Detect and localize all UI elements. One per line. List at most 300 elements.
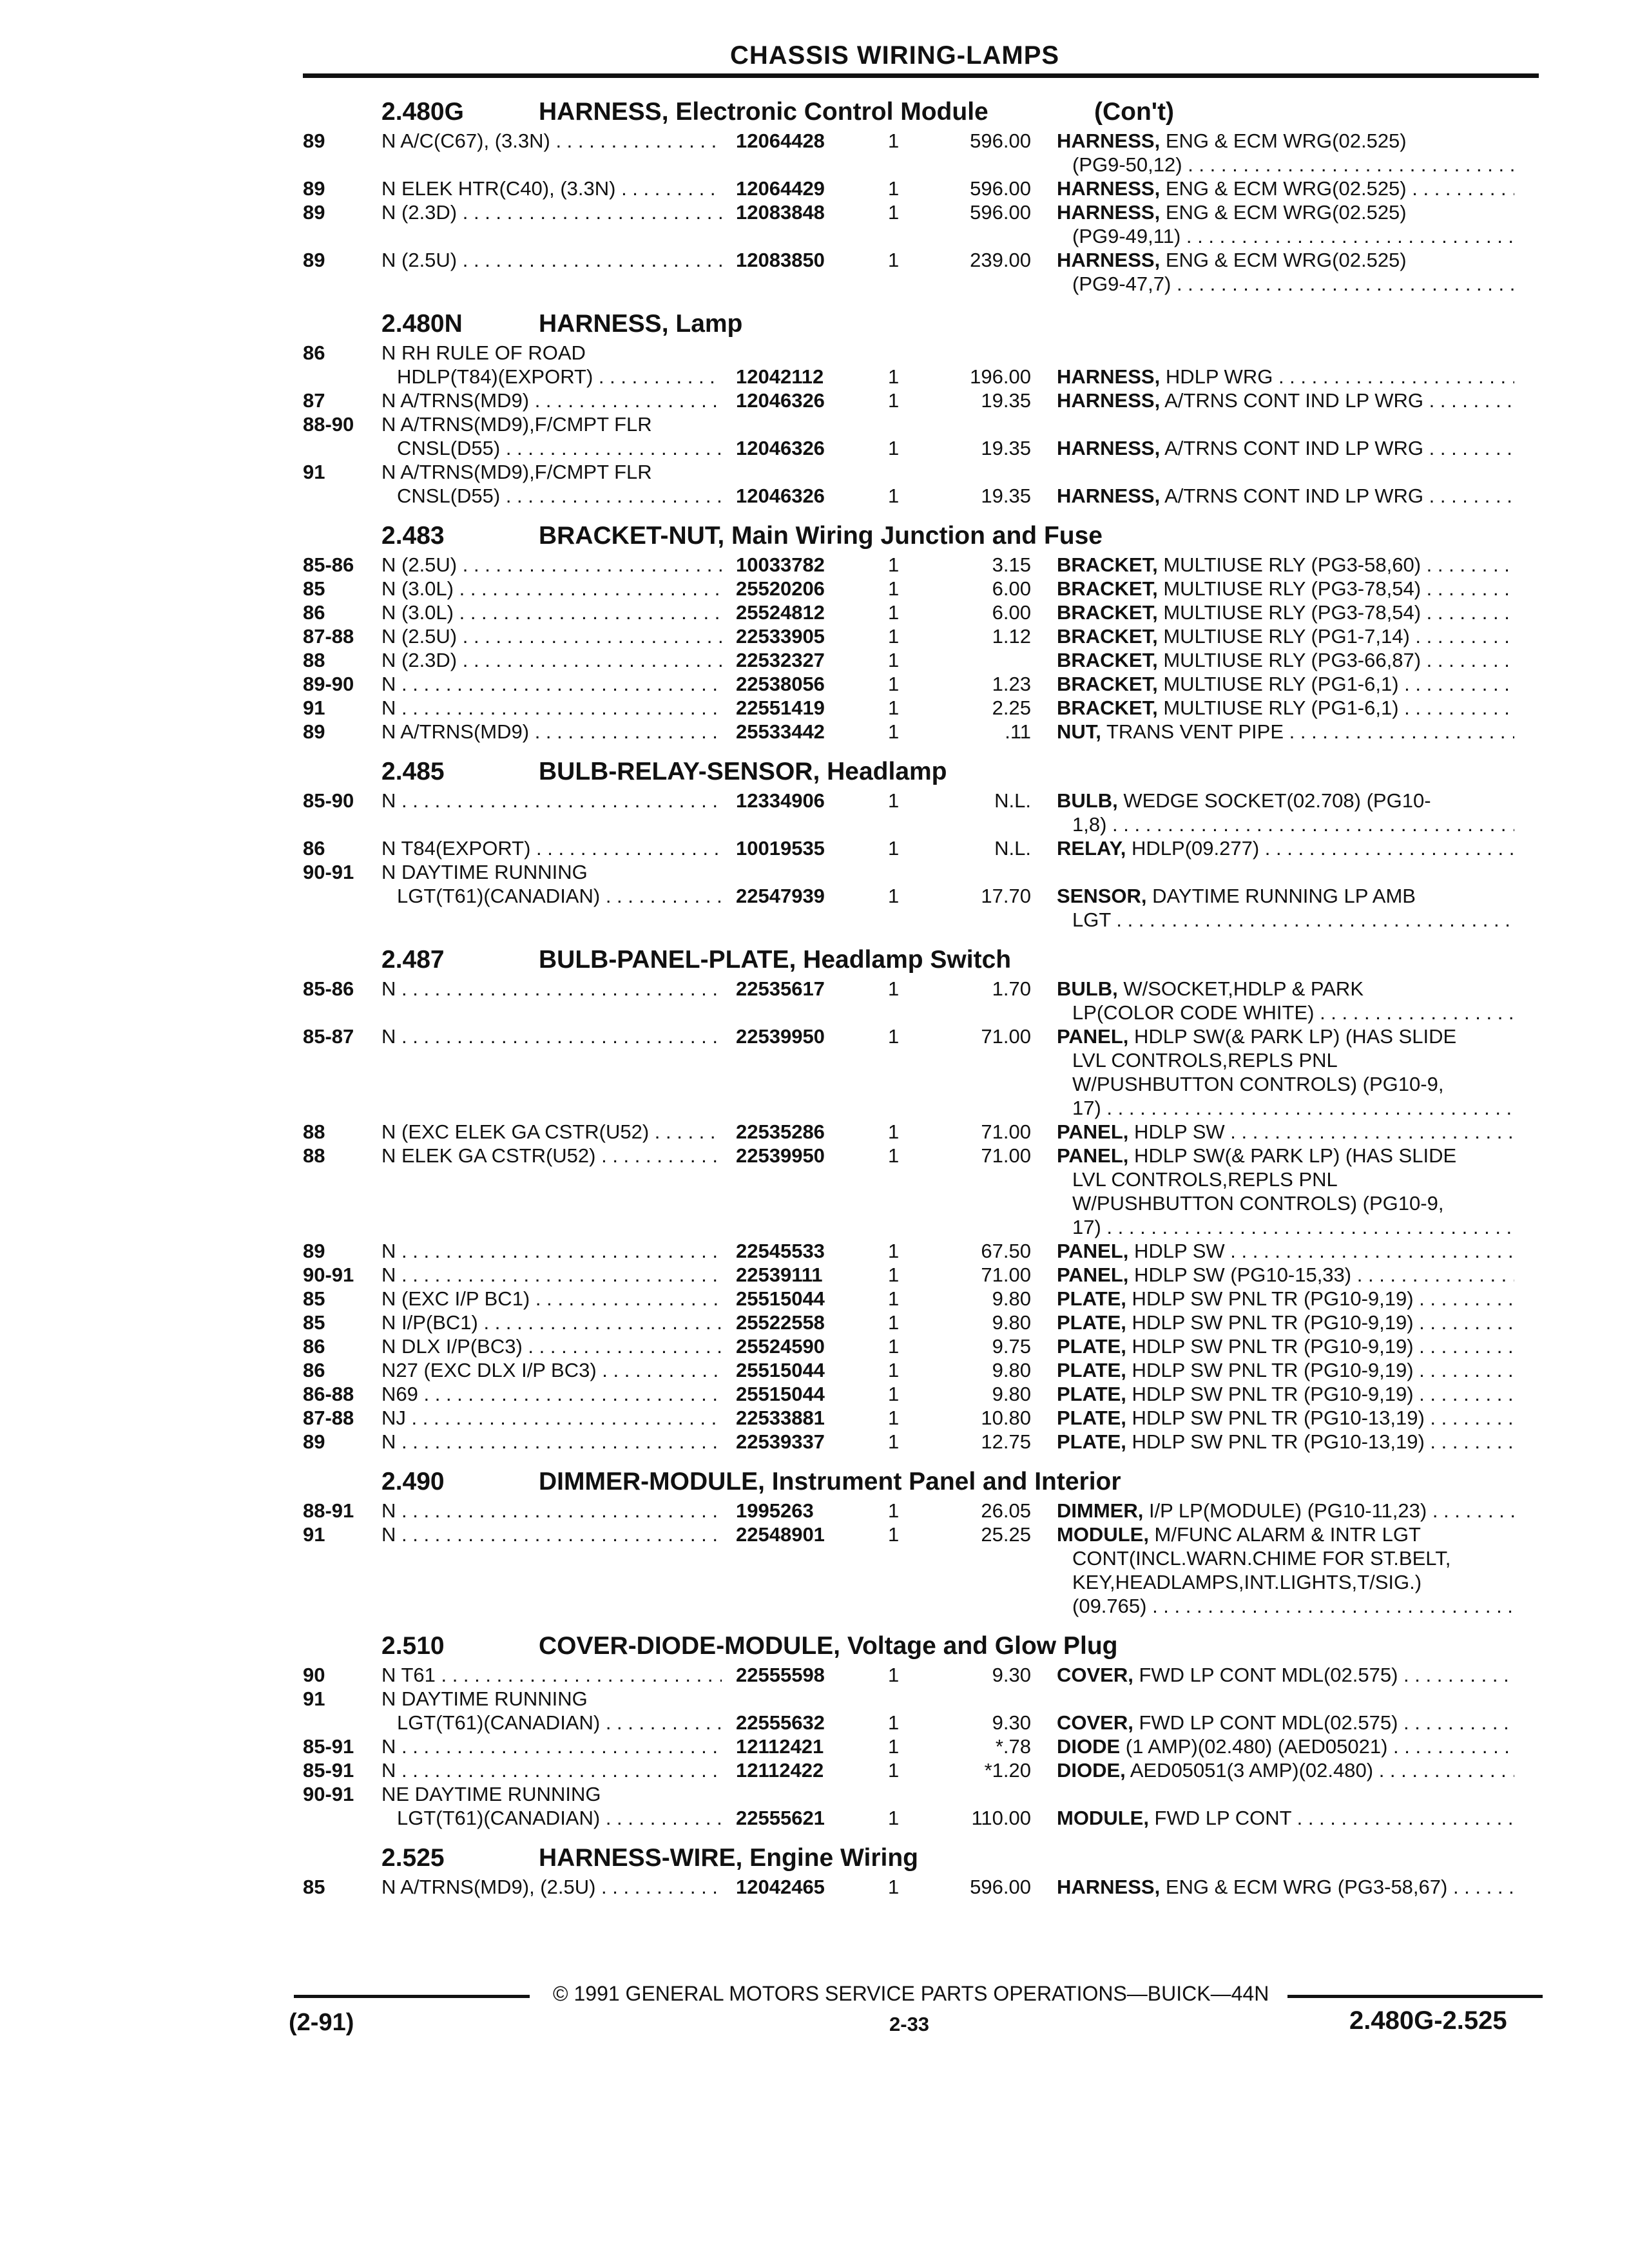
reference-description <box>1057 1334 1514 1358</box>
parts-row <box>0 1024 1629 1048</box>
model-years: 86 <box>303 1359 325 1381</box>
parts-row-continued <box>0 1546 1629 1570</box>
usage-text: N (3.0L) . . . <box>381 601 722 624</box>
list-price: 9.80 <box>992 1311 1031 1334</box>
part-number: 12064428 <box>736 130 825 152</box>
reference-text: FWD LP CONT MDL(02.575) . . . <box>1133 1711 1514 1734</box>
usage-text: LGT(T61)(CANADIAN) . . . <box>397 885 722 907</box>
usage-description <box>381 1334 722 1358</box>
list-price: 596.00 <box>970 130 1031 152</box>
usage-text: N DAYTIME RUNNING <box>381 861 588 883</box>
usage-description <box>381 341 768 365</box>
model-years: 85 <box>303 1287 325 1310</box>
part-number: 25515044 <box>736 1359 825 1381</box>
footer-copyright: © 1991 GENERAL MOTORS SERVICE PARTS OPERATIONS—BUICK—44N <box>553 1982 1269 2005</box>
part-number: 12112421 <box>736 1735 824 1758</box>
usage-description <box>397 1806 722 1830</box>
list-price: 19.35 <box>981 437 1031 459</box>
reference-keyword: BRACKET, <box>1057 649 1158 671</box>
model-years: 91 <box>303 1687 325 1710</box>
usage-text: N . . . <box>381 1240 722 1262</box>
list-price: 9.80 <box>992 1287 1031 1310</box>
quantity: 1 <box>888 1523 900 1546</box>
parts-row-continued <box>0 1806 1629 1830</box>
usage-text: N69 . . . <box>381 1383 722 1405</box>
usage-description <box>381 248 722 272</box>
model-years: 85-87 <box>303 1025 354 1048</box>
footer-section-range: 2.480G-2.525 <box>1349 2006 1507 2035</box>
reference-description <box>1057 1875 1514 1899</box>
section-number: 2.487 <box>381 946 445 974</box>
reference-continued <box>1072 272 1514 296</box>
model-years: 88-91 <box>303 1499 354 1522</box>
parts-row <box>0 1311 1629 1334</box>
reference-description <box>1057 648 1514 672</box>
quantity: 1 <box>888 697 900 719</box>
parts-row-continued <box>0 1001 1629 1024</box>
reference-text: HDLP SW(& PARK LP) (HAS SLIDE <box>1128 1144 1457 1167</box>
quantity: 1 <box>888 201 900 224</box>
list-price: *1.20 <box>984 1759 1031 1782</box>
quantity: 1 <box>888 1383 900 1405</box>
section-title: HARNESS, Electronic Control Module <box>539 98 988 126</box>
usage-text: LGT(T61)(CANADIAN) . . . <box>397 1807 722 1829</box>
reference-text: HDLP SW(& PARK LP) (HAS SLIDE <box>1128 1025 1457 1048</box>
usage-description <box>381 1358 722 1382</box>
reference-continued <box>1072 1546 1549 1570</box>
quantity: 1 <box>888 577 900 600</box>
list-price: 9.30 <box>992 1711 1031 1734</box>
model-years: 89 <box>303 1240 325 1262</box>
section-spacer <box>0 508 1629 517</box>
parts-row <box>0 1406 1629 1430</box>
reference-keyword: PANEL, <box>1057 1240 1129 1262</box>
reference-description <box>1057 436 1514 460</box>
list-price: N.L. <box>994 837 1031 860</box>
usage-description <box>397 365 722 389</box>
reference-keyword: BRACKET, <box>1057 553 1158 576</box>
usage-description <box>381 1430 722 1454</box>
reference-description <box>1057 672 1514 696</box>
quantity: 1 <box>888 649 900 671</box>
part-number: 22547939 <box>736 885 825 907</box>
reference-keyword: HARNESS, <box>1057 177 1161 200</box>
reference-keyword: PLATE, <box>1057 1335 1126 1358</box>
reference-continued <box>1072 1215 1514 1239</box>
reference-text: DAYTIME RUNNING LP AMB <box>1146 885 1416 907</box>
usage-text: N DLX I/P(BC3) . . . <box>381 1335 722 1358</box>
section-heading <box>0 755 1629 789</box>
usage-text: N RH RULE OF ROAD <box>381 341 586 364</box>
part-number: 22539337 <box>736 1430 825 1453</box>
part-number: 12083848 <box>736 201 825 224</box>
reference-text: HDLP SW PNL TR (PG10-9,19) . . . <box>1126 1359 1514 1381</box>
model-years: 91 <box>303 461 325 483</box>
section-spacer <box>0 932 1629 941</box>
list-price: 3.15 <box>992 553 1031 576</box>
quantity: 1 <box>888 130 900 152</box>
usage-text: N A/TRNS(MD9),F/CMPT FLR <box>381 461 652 483</box>
reference-text: MULTIUSE RLY (PG1-7,14) . . . <box>1158 625 1514 648</box>
list-price: 239.00 <box>970 249 1031 271</box>
parts-row <box>0 129 1629 153</box>
parts-row <box>0 1875 1629 1899</box>
part-number: 12064429 <box>736 177 825 200</box>
reference-continued <box>1072 1168 1549 1191</box>
reference-description <box>1057 1523 1534 1546</box>
usage-description <box>381 1875 722 1899</box>
model-years: 88 <box>303 1144 325 1167</box>
parts-row <box>0 1735 1629 1758</box>
usage-description <box>381 672 722 696</box>
reference-keyword: PANEL, <box>1057 1144 1129 1167</box>
quantity: 1 <box>888 837 900 860</box>
reference-continued <box>1072 1594 1514 1618</box>
model-years: 85-90 <box>303 789 354 812</box>
parts-row <box>0 648 1629 672</box>
quantity: 1 <box>888 885 900 907</box>
reference-keyword: RELAY, <box>1057 837 1126 860</box>
usage-description <box>397 436 722 460</box>
reference-text: HDLP SW . . . <box>1128 1120 1514 1143</box>
parts-row-continued <box>0 812 1629 836</box>
usage-description <box>381 1406 722 1430</box>
section-heading <box>0 1629 1629 1663</box>
quantity: 1 <box>888 625 900 648</box>
reference-description <box>1057 601 1514 624</box>
reference-description <box>1057 1311 1514 1334</box>
usage-description <box>381 460 768 484</box>
reference-continued <box>1072 1191 1549 1215</box>
part-number: 22539111 <box>736 1264 823 1286</box>
reference-text: W/SOCKET,HDLP & PARK <box>1117 977 1364 1000</box>
usage-text: N DAYTIME RUNNING <box>381 1687 588 1710</box>
reference-text: 17) . . . <box>1072 1097 1514 1119</box>
usage-description <box>381 1120 722 1144</box>
reference-keyword: HARNESS, <box>1057 389 1161 412</box>
reference-description <box>1057 177 1514 200</box>
reference-description <box>1057 1287 1514 1311</box>
list-price: 596.00 <box>970 201 1031 224</box>
list-price: N.L. <box>994 789 1031 812</box>
reference-description <box>1057 789 1534 812</box>
parts-row <box>0 1358 1629 1382</box>
reference-description <box>1057 1144 1534 1168</box>
section-heading <box>0 1465 1629 1499</box>
reference-text: A/TRNS CONT IND LP WRG . . . <box>1160 485 1514 507</box>
reference-keyword: HARNESS, <box>1057 485 1161 507</box>
reference-text: ENG & ECM WRG (PG3-58,67) . . . <box>1160 1876 1514 1898</box>
usage-text: N . . . <box>381 1759 722 1782</box>
list-price: 12.75 <box>981 1430 1031 1453</box>
reference-description <box>1057 200 1534 224</box>
parts-row-continued <box>0 224 1629 248</box>
part-number: 12042465 <box>736 1876 825 1898</box>
section-spacer <box>0 296 1629 305</box>
reference-continued <box>1072 908 1514 932</box>
usage-text: N I/P(BC1) . . . <box>381 1311 722 1334</box>
reference-keyword: HARNESS, <box>1057 365 1161 388</box>
reference-keyword: MODULE, <box>1057 1523 1149 1546</box>
usage-text: N (2.3D) . . . <box>381 201 722 224</box>
reference-text: HDLP SW . . . <box>1128 1240 1514 1262</box>
reference-keyword: PLATE, <box>1057 1287 1126 1310</box>
list-price: *.78 <box>995 1735 1031 1758</box>
model-years: 86-88 <box>303 1383 354 1405</box>
quantity: 1 <box>888 977 900 1000</box>
reference-description <box>1057 577 1514 601</box>
parts-row <box>0 1144 1629 1168</box>
parts-row <box>0 341 1629 365</box>
section-title: HARNESS, Lamp <box>539 310 743 338</box>
reference-keyword: BRACKET, <box>1057 625 1158 648</box>
usage-description <box>381 1663 722 1687</box>
quantity: 1 <box>888 1807 900 1829</box>
part-number: 22545533 <box>736 1240 825 1262</box>
parts-row-continued <box>0 1096 1629 1120</box>
usage-text: N (2.5U) . . . <box>381 553 722 576</box>
reference-text: WEDGE SOCKET(02.708) (PG10- <box>1117 789 1431 812</box>
usage-text: N ELEK HTR(C40), (3.3N) . . . <box>381 177 722 200</box>
usage-description <box>381 1735 722 1758</box>
quantity: 1 <box>888 1664 900 1686</box>
reference-keyword: HARNESS, <box>1057 130 1161 152</box>
footer-page-number: 2-33 <box>889 2013 930 2035</box>
usage-description <box>381 789 722 812</box>
part-number: 25524812 <box>736 601 825 624</box>
reference-keyword: BRACKET, <box>1057 697 1158 719</box>
quantity: 1 <box>888 673 900 695</box>
parts-row-continued <box>0 884 1629 908</box>
reference-text: M/FUNC ALARM & INTR LGT <box>1148 1523 1421 1546</box>
usage-text: N (3.0L) . . . <box>381 577 722 600</box>
usage-text: N A/C(C67), (3.3N) . . . <box>381 130 722 152</box>
usage-text: N A/TRNS(MD9) . . . <box>381 389 722 412</box>
reference-description <box>1057 1430 1514 1454</box>
header-rule <box>303 73 1539 78</box>
parts-row-continued <box>0 484 1629 508</box>
list-price: .11 <box>1005 720 1031 743</box>
reference-keyword: PANEL, <box>1057 1264 1129 1286</box>
usage-description <box>381 1239 722 1263</box>
usage-text: N T84(EXPORT) . . . <box>381 837 722 860</box>
reference-text: HDLP SW PNL TR (PG10-9,19) . . . <box>1126 1311 1514 1334</box>
reference-text: (PG9-50,12) . . . <box>1072 153 1514 176</box>
list-price: 19.35 <box>981 485 1031 507</box>
usage-text: N A/TRNS(MD9) . . . <box>381 720 722 743</box>
reference-text: ENG & ECM WRG(02.525) . . . <box>1160 177 1514 200</box>
usage-description <box>381 200 722 224</box>
part-number: 12046326 <box>736 485 825 507</box>
section-spacer <box>0 744 1629 753</box>
list-price: 19.35 <box>981 389 1031 412</box>
usage-description <box>381 1024 722 1048</box>
parts-row <box>0 836 1629 860</box>
reference-text: (PG9-49,11) . . . <box>1072 225 1514 247</box>
part-number: 12334906 <box>736 789 825 812</box>
reference-text: MULTIUSE RLY (PG3-58,60) . . . <box>1158 553 1514 576</box>
list-price: 6.00 <box>992 577 1031 600</box>
reference-keyword: BRACKET, <box>1057 673 1158 695</box>
reference-text: ENG & ECM WRG(02.525) <box>1160 201 1407 224</box>
reference-text: ENG & ECM WRG(02.525) <box>1160 249 1407 271</box>
parts-row-continued <box>0 272 1629 296</box>
quantity: 1 <box>888 1759 900 1782</box>
quantity: 1 <box>888 1407 900 1429</box>
parts-row-continued <box>0 1168 1629 1191</box>
section-number: 2.510 <box>381 1632 445 1660</box>
reference-description <box>1057 1499 1514 1523</box>
reference-description <box>1057 1406 1514 1430</box>
reference-text: AED05051(3 AMP)(02.480) . . . <box>1126 1759 1514 1782</box>
reference-description <box>1057 696 1514 720</box>
reference-description <box>1057 884 1534 908</box>
reference-keyword: PANEL, <box>1057 1025 1129 1048</box>
reference-text: HDLP SW (PG10-15,33) . . . <box>1128 1264 1514 1286</box>
usage-text: N (2.5U) . . . <box>381 625 722 648</box>
reference-description <box>1057 1239 1514 1263</box>
usage-description <box>381 412 768 436</box>
model-years: 90-91 <box>303 1783 354 1805</box>
list-price: 26.05 <box>981 1499 1031 1522</box>
section-number: 2.483 <box>381 522 445 550</box>
reference-text: I/P LP(MODULE) (PG10-11,23) . . . <box>1143 1499 1514 1522</box>
model-years: 89 <box>303 177 325 200</box>
reference-description <box>1057 365 1514 389</box>
reference-keyword: SENSOR, <box>1057 885 1147 907</box>
usage-text: HDLP(T84)(EXPORT) . . . <box>397 365 722 388</box>
list-price: 596.00 <box>970 177 1031 200</box>
usage-description <box>381 1687 768 1711</box>
quantity: 1 <box>888 177 900 200</box>
reference-description <box>1057 836 1514 860</box>
reference-description <box>1057 1711 1514 1735</box>
part-number: 25524590 <box>736 1335 825 1358</box>
reference-description <box>1057 1663 1514 1687</box>
section-heading <box>0 307 1629 341</box>
parts-row-continued <box>0 365 1629 389</box>
usage-text: N . . . <box>381 789 722 812</box>
reference-description <box>1057 389 1514 412</box>
model-years: 89-90 <box>303 673 354 695</box>
usage-text: CNSL(D55) . . . <box>397 485 722 507</box>
list-price: 9.80 <box>992 1359 1031 1381</box>
part-number: 10019535 <box>736 837 825 860</box>
reference-text: W/PUSHBUTTON CONTROLS) (PG10-9, <box>1072 1073 1444 1095</box>
usage-description <box>381 624 722 648</box>
parts-row-continued <box>0 908 1629 932</box>
reference-description <box>1057 1120 1514 1144</box>
part-number: 12083850 <box>736 249 825 271</box>
usage-description <box>397 1711 722 1735</box>
quantity: 1 <box>888 1876 900 1898</box>
part-number: 22555598 <box>736 1664 825 1686</box>
part-number: 10033782 <box>736 553 825 576</box>
parts-list <box>0 93 1629 1908</box>
usage-description <box>381 696 722 720</box>
reference-text: LVL CONTROLS,REPLS PNL <box>1072 1168 1338 1191</box>
parts-row <box>0 553 1629 577</box>
model-years: 86 <box>303 341 325 364</box>
quantity: 1 <box>888 1430 900 1453</box>
reference-text: MULTIUSE RLY (PG1-6,1) . . . <box>1158 697 1514 719</box>
list-price: 2.25 <box>992 697 1031 719</box>
parts-row <box>0 1263 1629 1287</box>
reference-description <box>1057 720 1514 744</box>
section-spacer <box>0 1830 1629 1839</box>
part-number: 22555621 <box>736 1807 825 1829</box>
reference-keyword: PLATE, <box>1057 1430 1126 1453</box>
part-number: 25515044 <box>736 1287 825 1310</box>
usage-text: N . . . <box>381 1264 722 1286</box>
reference-keyword: PLATE, <box>1057 1311 1126 1334</box>
usage-text: N . . . <box>381 673 722 695</box>
parts-row <box>0 1120 1629 1144</box>
quantity: 1 <box>888 1499 900 1522</box>
model-years: 89 <box>303 201 325 224</box>
reference-text: MULTIUSE RLY (PG3-78,54) . . . <box>1158 601 1514 624</box>
usage-description <box>397 884 722 908</box>
reference-continued <box>1072 1096 1514 1120</box>
usage-description <box>381 1287 722 1311</box>
usage-text: N . . . <box>381 1523 722 1546</box>
quantity: 1 <box>888 1144 900 1167</box>
model-years: 90-91 <box>303 861 354 883</box>
part-number: 22539950 <box>736 1144 825 1167</box>
part-number: 25533442 <box>736 720 825 743</box>
footer-date: (2-91) <box>289 2009 354 2036</box>
reference-continued <box>1072 1001 1514 1024</box>
reference-text: W/PUSHBUTTON CONTROLS) (PG10-9, <box>1072 1192 1444 1215</box>
reference-description <box>1057 553 1514 577</box>
reference-text: KEY,HEADLAMPS,INT.LIGHTS,T/SIG.) <box>1072 1571 1422 1593</box>
part-number: 22555632 <box>736 1711 825 1734</box>
part-number: 22539950 <box>736 1025 825 1048</box>
reference-keyword: HARNESS, <box>1057 249 1161 271</box>
reference-text: (1 AMP)(02.480) (AED05021) . . . <box>1120 1735 1514 1758</box>
section-spacer <box>0 1618 1629 1627</box>
part-number: 12046326 <box>736 437 825 459</box>
reference-description <box>1057 1758 1514 1782</box>
usage-text: N . . . <box>381 697 722 719</box>
section-spacer <box>0 1899 1629 1908</box>
model-years: 91 <box>303 697 325 719</box>
parts-row <box>0 672 1629 696</box>
section-heading <box>0 943 1629 977</box>
list-price: 596.00 <box>970 1876 1031 1898</box>
parts-row <box>0 389 1629 412</box>
reference-keyword: PLATE, <box>1057 1383 1126 1405</box>
reference-text: LVL CONTROLS,REPLS PNL <box>1072 1049 1338 1072</box>
quantity: 1 <box>888 789 900 812</box>
reference-text: HDLP SW PNL TR (PG10-9,19) . . . <box>1126 1287 1514 1310</box>
reference-description <box>1057 1806 1514 1830</box>
model-years: 89 <box>303 130 325 152</box>
model-years: 89 <box>303 1430 325 1453</box>
section-number: 2.480G <box>381 98 464 126</box>
quantity: 1 <box>888 1264 900 1286</box>
model-years: 85 <box>303 1876 325 1898</box>
quantity: 1 <box>888 249 900 271</box>
list-price: 6.00 <box>992 601 1031 624</box>
quantity: 1 <box>888 365 900 388</box>
usage-text: N . . . <box>381 1025 722 1048</box>
usage-description <box>397 484 722 508</box>
parts-row-continued <box>0 436 1629 460</box>
section-title: BULB-PANEL-PLATE, Headlamp Switch <box>539 946 1012 974</box>
parts-row <box>0 1382 1629 1406</box>
reference-keyword: COVER, <box>1057 1711 1133 1734</box>
